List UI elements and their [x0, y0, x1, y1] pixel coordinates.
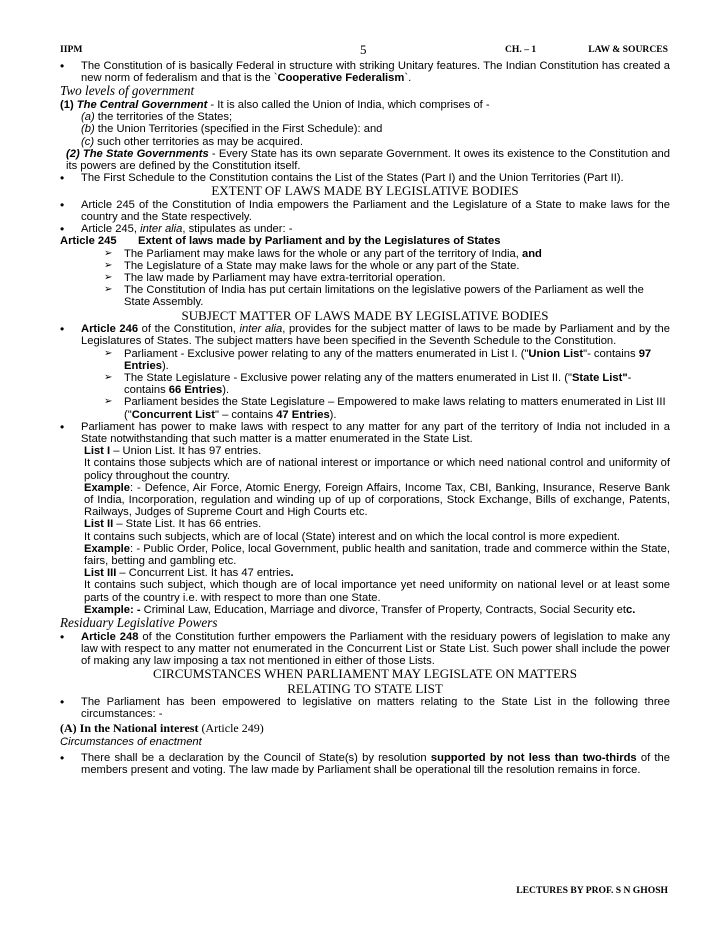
list-1-title: List I – Union List. It has 97 entries. [84, 445, 262, 458]
circumstances-of-enactment: Circumstances of enactment [60, 735, 202, 748]
list-2-title: List II – State List. It has 66 entries. [84, 518, 262, 531]
page-header [60, 44, 668, 60]
list-3-title: List III – Concurrent List. It has 47 entries. [84, 567, 294, 580]
central-government: (1) The Central Government - It is also called the Union of India, which comprises of - [60, 98, 490, 111]
central-item-a: (a) the territories of the States; [81, 111, 233, 124]
bullet-constitution-federal: • The Constitution of is basically Federal in structure with striking Unitary features. The Indian Constitution has created a new norm of federalism and that is the `Cooperative Federalism`. [60, 60, 670, 84]
list-1-example: Example: - Defence, Air Force, Atomic Energy, Foreign Affairs, Income Tax, CBI, Banking, Insurance, Reserve Bank of India, Incorporation, regulation and winding up of up of corporations, Stock Exchange, Bills of exchange, Patents, Railways, Judges of Supreme Court and High Courts etc. [84, 481, 670, 519]
list-2-example: Example: - Public Order, Police, local Government, public health and sanitation, trade and commerce within the State, fairs, betting and gambling etc. [84, 542, 670, 568]
heading-circumstances-2: RELATING TO STATE LIST [287, 680, 443, 696]
header-chapter: CH. – 1 [505, 44, 537, 55]
arrow-item: ➢ The Legislature of a State may make laws for the whole or any part of the State. [60, 260, 670, 272]
list-3-desc: It contains such subject, which though are of local importance yet need uniformity on national level or at least some parts of the country i.e. with respect to more than one State. [84, 579, 670, 604]
list-details [60, 445, 670, 616]
list-2-desc: It contains such subjects, which are of local (State) interest and on which the local control is more expedient. [84, 530, 621, 543]
page-footer: LECTURES BY PROF. S N GHOSH [516, 885, 668, 896]
arrow-item: ➢ The Constitution of India has put certain limitations on the legislative powers of the Parliament as well the State Assembly. [60, 284, 670, 308]
list-3-example: Example: - Criminal Law, Education, Marriage and divorce, Transfer of Property, Contracts, Social Security etc. [84, 603, 636, 616]
central-item-c: (c) such other territories as may be acquired. [81, 135, 303, 148]
page-number: 5 [360, 42, 367, 57]
arrow-concurrent-list: ➢ Parliament besides the State Legislature – Empowered to make laws relating to matters enumerated in List III ("Concurrent List" – contains 47 Entries). [60, 396, 670, 420]
bullet-council-declaration: • There shall be a declaration by the Council of State(s) by resolution supported by not less than two-thirds of the members present and voting. The law made by Parliament shall be operational till the resolution remains in force. [60, 752, 670, 776]
heading-extent-of-laws: EXTENT OF LAWS MADE BY LEGISLATIVE BODIES [211, 183, 519, 199]
arrow-union-list: ➢ Parliament - Exclusive power relating to any of the matters enumerated in List I. ("Union List"- contains 97 Entries). [60, 348, 670, 372]
bullet-article-245-stipulates: • Article 245, inter alia, stipulates as under: - [60, 223, 670, 235]
bullet-article-245: • Article 245 of the Constitution of India empowers the Parliament and the Legislature of a State to make laws for the country and the State respectively. [60, 199, 670, 223]
arrow-state-list: ➢ The State Legislature - Exclusive power relating any of the matters enumerated in List II. ("State List"- contains 66 Entries). [60, 372, 670, 396]
arrow-item: ➢ The law made by Parliament may have extra-territorial operation. [60, 272, 670, 284]
header-section: LAW & SOURCES [588, 44, 668, 55]
heading-two-levels: Two levels of government [60, 83, 195, 99]
heading-residuary: Residuary Legislative Powers [60, 615, 218, 631]
central-item-b: (b) the Union Territories (specified in the First Schedule): and [81, 123, 383, 136]
header-institute: IIPM [60, 44, 83, 55]
arrow-item: ➢ The Parliament may make laws for the whole or any part of the territory of India, and [60, 248, 670, 260]
bullet-first-schedule: • The First Schedule to the Constitution contains the List of the States (Part I) and the Union Territories (Part II). [60, 172, 670, 184]
state-governments: (2) The State Governments - Every State has its own separate Government. It owes its existence to the Constitution and its powers are defined by the Constitution itself. [66, 147, 670, 172]
bullet-parliament-power: • Parliament has power to make laws with respect to any matter for any part of the territory of India not included in a State notwithstanding that such matter is a matter enumerated in the State List. [60, 421, 670, 445]
heading-national-interest: (A) In the National interest (Article 249) [60, 720, 264, 735]
heading-circumstances: CIRCUMSTANCES WHEN PARLIAMENT MAY LEGISLATE ON MATTERS [153, 666, 577, 682]
article-245-heading: Article 245 Extent of laws made by Parliament and by the Legislatures of States [60, 235, 501, 248]
list-1-desc: It contains those subjects which are of national interest or importance or which need national control and uniformity of policy throughout the country. [84, 457, 670, 482]
bullet-article-246: • Article 246 of the Constitution, inter alia, provides for the subject matter of laws to be made by Parliament and by the Legislatures of States. The subject matters have been specified in the Seventh Schedule to the Constitution. [60, 323, 670, 347]
bullet-article-248: • Article 248 of the Constitution further empowers the Parliament with the residuary powers of legislation to make any law with respect to any matter not enumerated in the Concurrent List or State List. Such power shall include the power of making any law imposing a tax not mentioned in either of those Lists. [60, 631, 670, 668]
page-content [60, 60, 670, 776]
heading-subject-matter: SUBJECT MATTER OF LAWS MADE BY LEGISLATIVE BODIES [181, 307, 549, 323]
bullet-three-circumstances: • The Parliament has been empowered to legislative on matters relating to the State List in the following three circumstances: - [60, 696, 670, 720]
